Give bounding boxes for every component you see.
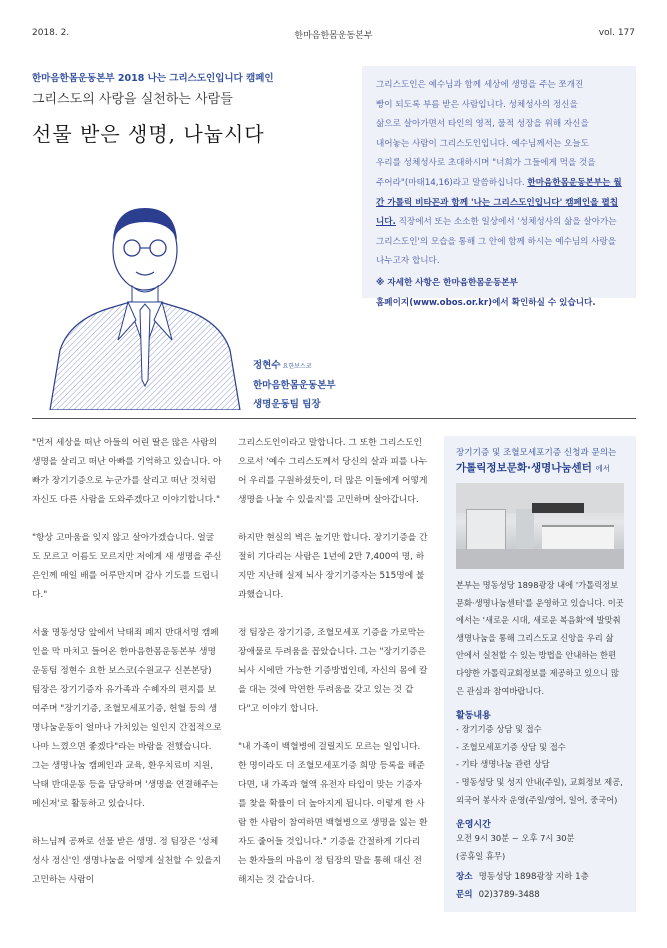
paragraph: 하지만 현실의 벽은 높기만 합니다. 장기기증을 간절히 기다리는 사람은 1년에 2만 7,400여 명, 하지만 지난해 실제 뇌사 장기기증자는 515명에 불과했습니다.: [238, 533, 428, 600]
info-paragraph: [376, 174, 622, 272]
person-role: 생명운동팀 팀장: [253, 399, 321, 410]
info-line: 그리스도인은 예수님과 함께 세상에 생명을 주는 쪼개진: [376, 80, 584, 90]
activities-heading: 활동내용: [456, 711, 491, 722]
hours-heading: 운영시간: [456, 820, 491, 831]
article-column-2: [238, 434, 428, 909]
contact-phone: 02)3789-3488: [478, 889, 540, 900]
campaign-info-box: [362, 66, 636, 308]
center-info-sidebar: [444, 436, 636, 912]
activities-list: [456, 721, 624, 809]
article-column-1: [32, 434, 222, 909]
person-org: 한마음한몸운동본부: [253, 380, 336, 391]
sidebar-intro: 장기기증 및 조혈모세포기증 신청과 문의는: [456, 448, 617, 458]
center-description: 본부는 명동성당 1898광장 내에 '가톨릭정보문화·생명나눔센터'를 운영하고 있습니다. 이곳에서는 '새로운 시대, 새로운 복음화'에 발맞춰 생명나눔을 통해 그리스도교 신앙을 우리 삶 안에서 실천할 수 있는 방법을 안내하는 한편 다양한 가톨릭교회정보를 제공하고 있으니 많은 관심과 참여바랍니다.: [456, 580, 624, 696]
info-after: 직장에서 또는 소소한 일상에서 '성체성사의 삶을 살아가는 그리스도인'의 모습을 통해 그 안에 함께 하시는 예수님의 사랑을 나누고자 합니다.: [376, 217, 617, 267]
info-line: 빵이 되도록 부름 받은 사람입니다. 성체성사의 정신을: [376, 99, 578, 110]
list-item: - 장기기증 상담 및 접수: [456, 724, 542, 735]
list-item: - 기타 생명나눔 관련 상담: [456, 759, 550, 770]
paragraph: "먼저 세상을 떠난 아들의 어린 딸은 많은 사람의 생명을 살리고 떠난 아빠를 기억하고 있습니다. 아빠가 장기기증으로 누군가를 살리고 떠난 것처럼 자신도 다른 사람을 도와주겠다고 이야기합니다.": [32, 438, 222, 505]
person-name: 정현수: [253, 360, 281, 371]
list-item: - 조혈모세포기증 상담 및 접수: [456, 741, 566, 752]
hours-note: (공휴일 휴무): [456, 850, 506, 861]
article-subtitle: 그리스도의 사랑을 실천하는 사람들: [32, 92, 233, 107]
center-name-text: 가톨릭정보문화·생명나눔센터: [456, 462, 592, 474]
paragraph: 하느님께 공짜로 선물 받은 생명. 정 팀장은 '성체성사 정신'인 생명나눔을 어떻게 실천할 수 있을지 고민하는 사람이: [32, 837, 222, 885]
paragraph: 그리스도인이라고 말합니다. 그 또한 그리스도인으로서 '예수 그리스도께서 당신의 살과 피를 나누어 우리를 구원하셨듯이, 더 많은 이들에게 어떻게 생명을 나눌 수 있을지'를 고민하며 살아갑니다.: [238, 438, 428, 505]
list-item: 외국어 봉사자 운영(주일/영어, 일어, 중국어): [456, 794, 618, 805]
info-line: 우리를 성체성사로 초대하시며 "너희가 그들에게 먹을 것을: [376, 158, 596, 169]
paragraph: 정 팀장은 장기기증, 조혈모세포 기증을 가로막는 장애물로 두려움을 꼽았습니다. 그는 "장기기증은 뇌사 시에만 가능한 기증방법인데, 자신의 몸에 칼을 대는 것에 막연한 두려움을 갖고 있는 것 같다"고 이야기 합니다.: [238, 628, 428, 714]
list-item: - 명동성당 및 성지 안내(주일), 교회정보 제공,: [456, 776, 623, 787]
info-highlight: 한마음한몸운동본부는 월간 가톨릭 비타꼰과 함께 '나는 그리스도인입니다' 캠페인을 펼칩니다.: [376, 177, 622, 228]
person-credit: [253, 356, 336, 414]
hours-line: 오전 9시 30분 ~ 오후 7시 30분: [456, 833, 575, 844]
paragraph: "항상 고마움을 잊지 않고 살아가겠습니다. 얼굴도 모르고 이름도 모르지만 저에게 새 생명을 주신 은인께 매일 배를 어루만지며 감사 기도를 드립니다.": [32, 533, 222, 600]
issue-date: 2018. 2.: [32, 28, 70, 38]
photo-sign: [532, 503, 584, 513]
info-note-link[interactable]: 홈페이지(www.obos.or.kr)에서 확인하실 수 있습니다.: [376, 297, 596, 308]
person-baptismal-name: 요한보스코: [282, 363, 312, 370]
info-note: [376, 274, 622, 313]
campaign-label: 한마음한몸운동본부 2018 나는 그리스도인입니다 캠페인: [32, 73, 274, 84]
center-name-suffix: 에서: [595, 464, 611, 473]
center-name: [456, 460, 624, 475]
location-contact: [456, 869, 624, 904]
portrait-illustration: [40, 200, 250, 410]
photo-counter: [542, 525, 614, 551]
location-value: 명동성당 1898광장 지하 1층: [478, 872, 589, 883]
info-line: 주어라"(마태14,16)라고 말씀하십니다.: [376, 177, 525, 188]
header-org: 한마음한몸운동본부: [294, 31, 373, 41]
photo-floor: [456, 549, 624, 569]
info-line: 내어놓는 사람이 그리스도인입니다. 예수님께서는 오늘도: [376, 138, 589, 149]
paragraph: 서울 명동성당 앞에서 낙태죄 폐지 반대서명 캠페인을 막 마치고 들어온 한마음한몸운동본부 생명운동팀 정현수 요한 보스코(수원교구 신본본당) 팀장은 장기기증자 유가족과 수혜자의 편지를 보여주며 "장기기증, 조혈모세포기증, 헌혈 등의 생명나눔운동이 얼마나 가치있는 일인지 간접적으로나마 느꼈으면 좋겠다"라는 바람을 전했습니다. 그는 생명나눔 캠페인과 교육, 환우치료비 지원, 낙태 반대운동 등을 담당하며 '생명을 연결해주는 메신저'로 활동하고 있습니다.: [32, 628, 222, 809]
paragraph: "내 가족이 백혈병에 걸릴지도 모르는 일입니다. 한 명이라도 더 조혈모세포기증 희망 등록을 해준다면, 내 가족과 혈액 유전자 타입이 맞는 기증자를 찾을 확률이 더 높아지게 됩니다. 이렇게 한 사람 한 사람이 참여하면 백혈병으로 생명을 잃는 환자도 줄어들 것입니다." 기증을 간절하게 기다리는 환자들의 마음이 정 팀장의 말을 통해 대신 전해지는 것 같습니다.: [238, 742, 428, 885]
photo-wall: [516, 509, 534, 549]
location-label: 장소: [456, 872, 473, 883]
photo-shelf: [466, 509, 506, 553]
section-divider: [32, 418, 636, 419]
volume-number: vol. 177: [598, 28, 635, 38]
hours-text: [456, 830, 624, 865]
page-header: [32, 28, 635, 42]
info-line: 삶으로 살아가면서 타인의 영적, 물적 성장을 위해 자신을: [376, 119, 589, 130]
center-photo: [456, 483, 624, 569]
contact-label: 문의: [456, 889, 473, 900]
info-note-line: ※ 자세한 사항은 한마음한몸운동본부: [376, 277, 518, 288]
article-title: 선물 받은 생명, 나눕시다: [32, 122, 265, 146]
